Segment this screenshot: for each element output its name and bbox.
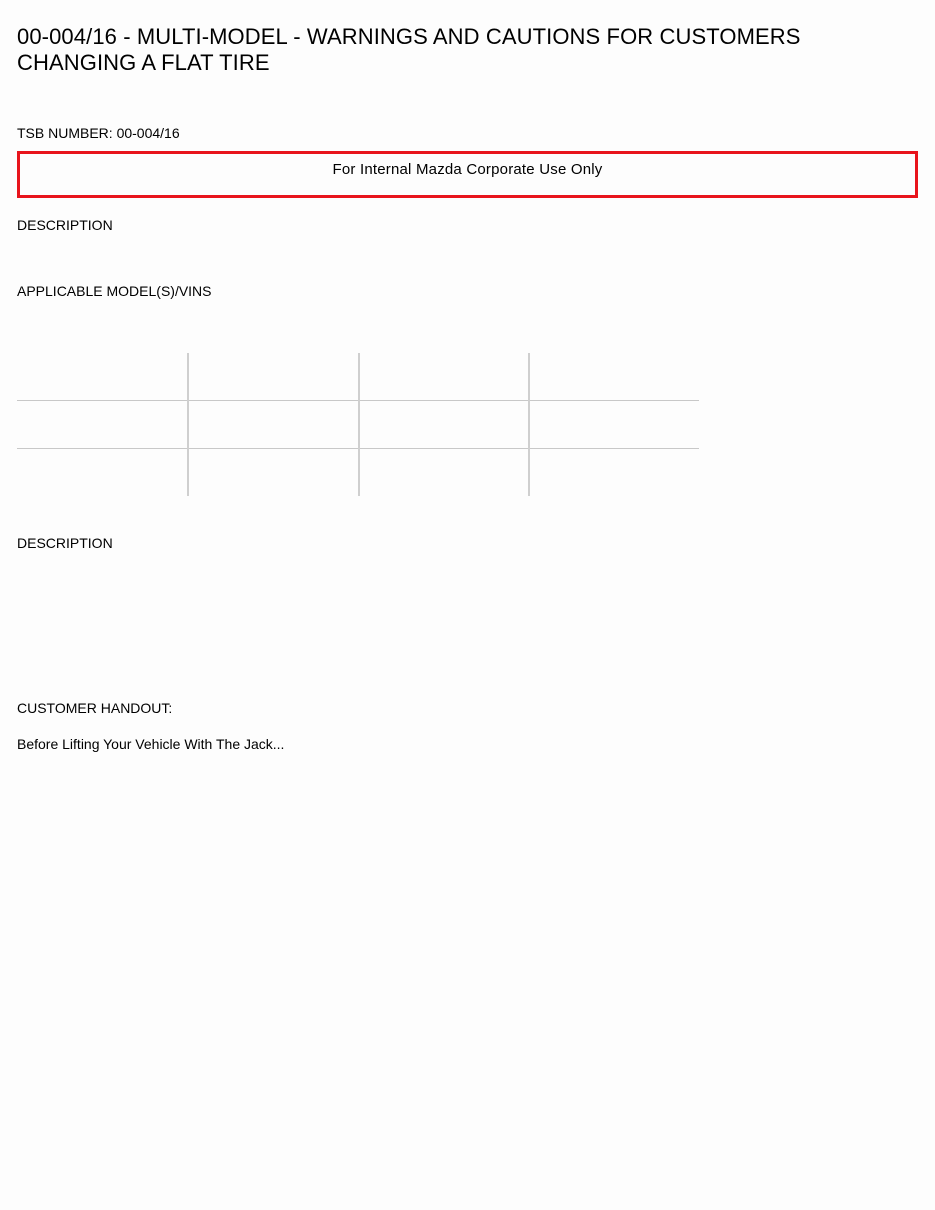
tsb-number: TSB NUMBER: 00-004/16 bbox=[17, 125, 180, 141]
applicable-models-table bbox=[17, 353, 699, 496]
document-title: 00-004/16 - MULTI-MODEL - WARNINGS AND CAUTIONS FOR CUSTOMERS CHANGING A FLAT TIRE bbox=[17, 24, 801, 75]
internal-use-notice bbox=[17, 151, 918, 198]
description-heading-2: DESCRIPTION bbox=[17, 535, 113, 551]
customer-handout-heading: CUSTOMER HANDOUT: bbox=[17, 700, 173, 716]
table-column-divider bbox=[528, 353, 530, 496]
table-column-divider bbox=[187, 353, 189, 496]
description-heading: DESCRIPTION bbox=[17, 217, 113, 233]
handout-text: Before Lifting Your Vehicle With The Jack... bbox=[17, 736, 285, 752]
applicable-models-heading: APPLICABLE MODEL(S)/VINS bbox=[17, 283, 212, 299]
internal-use-notice-text: For Internal Mazda Corporate Use Only bbox=[332, 161, 603, 178]
table-column-divider bbox=[358, 353, 360, 496]
